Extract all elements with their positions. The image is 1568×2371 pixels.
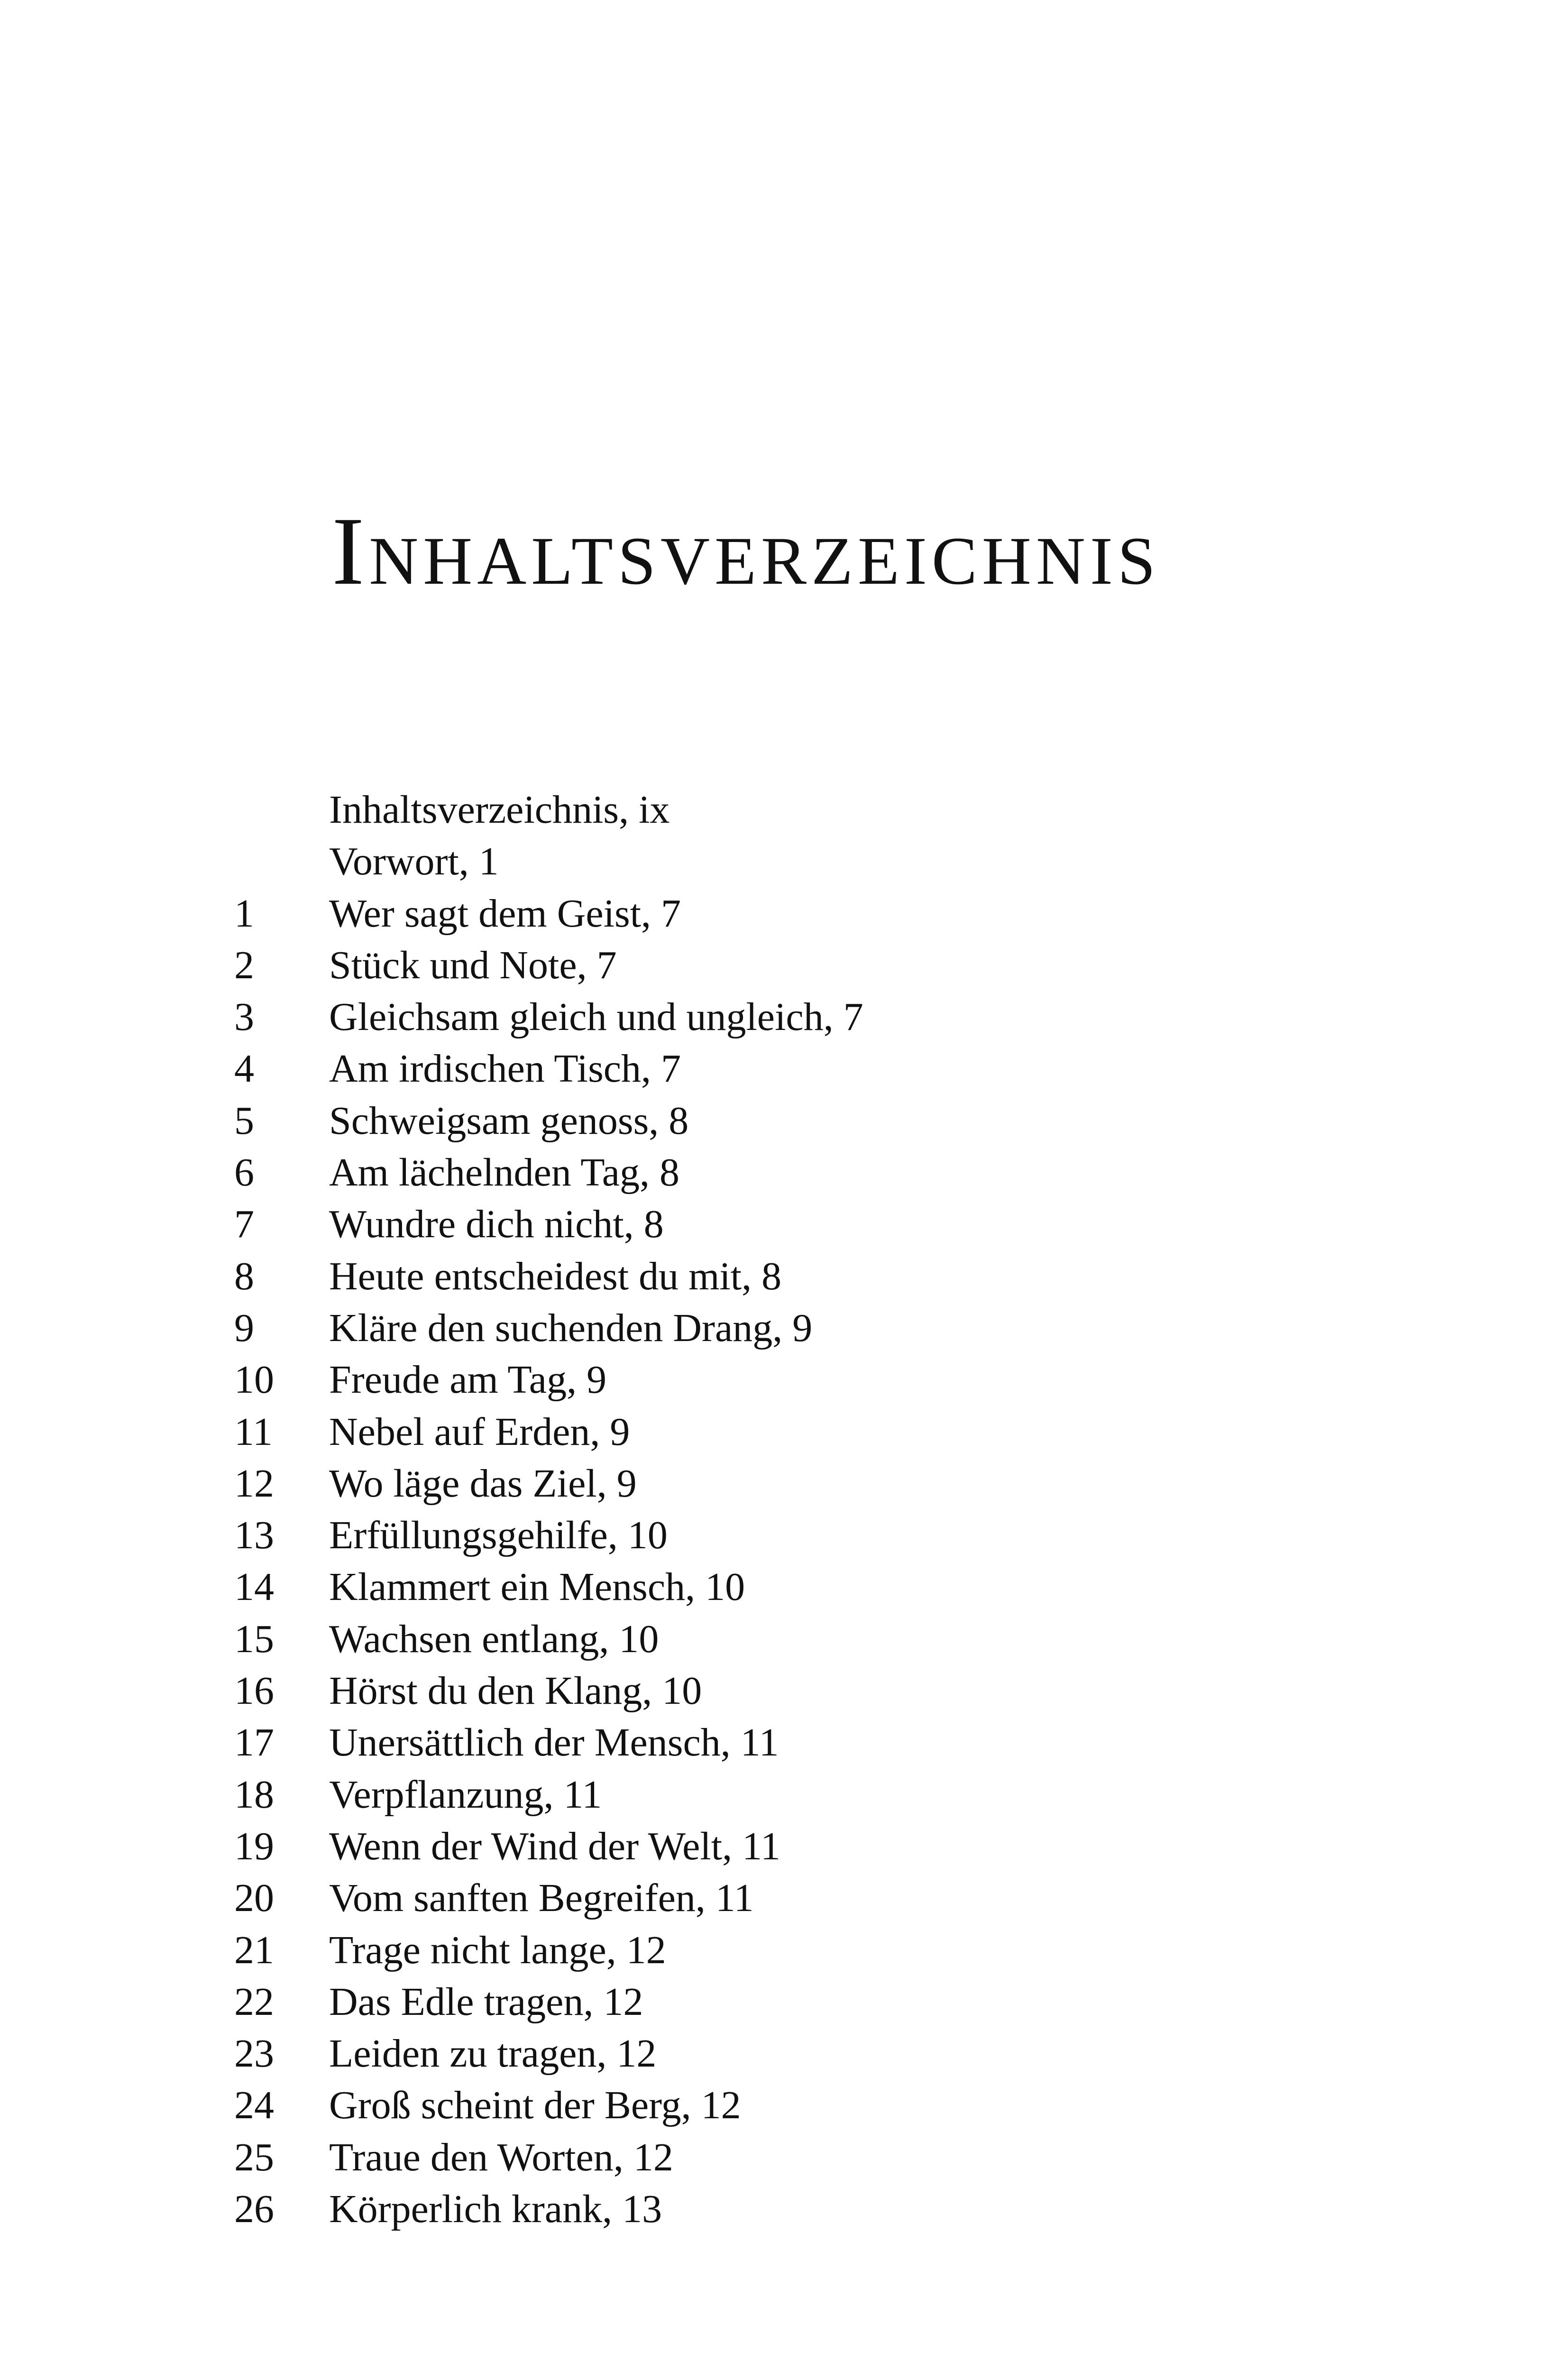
toc-entry [0,2079,1568,2131]
toc-entry [0,939,1568,991]
chapter-title: Traue den Worten, 12 [329,2135,673,2179]
chapter-number: 8 [234,1254,254,1298]
toc-entry [0,1095,1568,1147]
toc-entry [0,1924,1568,1976]
chapter-number: 20 [234,1876,274,1921]
chapter-title: Trage nicht lange, 12 [329,1928,666,1972]
chapter-number: 17 [234,1720,274,1765]
chapter-number: 11 [234,1409,273,1454]
toc-entry [0,1147,1568,1198]
chapter-number: 25 [234,2135,274,2179]
toc-entry [0,1820,1568,1872]
chapter-number: 21 [234,1928,274,1972]
chapter-title: Wo läge das Ziel, 9 [329,1461,637,1506]
chapter-title: Das Edle tragen, 12 [329,1979,643,2024]
table-of-contents [0,784,1568,2235]
chapter-title: Inhaltsverzeichnis, ix [329,788,670,832]
toc-entry [0,1509,1568,1561]
chapter-title: Wachsen entlang, 10 [329,1617,659,1661]
chapter-number: 3 [234,995,254,1039]
toc-entry [0,1769,1568,1820]
chapter-number: 1 [234,891,254,936]
chapter-title: Heute entscheidest du mit, 8 [329,1254,782,1298]
toc-entry [0,1976,1568,2028]
chapter-title: Unersättlich der Mensch, 11 [329,1720,779,1765]
chapter-title: Kläre den suchenden Drang, 9 [329,1305,813,1350]
toc-entry [0,991,1568,1043]
toc-entry [0,1665,1568,1717]
toc-entry [0,888,1568,939]
chapter-title: Stück und Note, 7 [329,943,617,987]
chapter-number: 6 [234,1150,254,1195]
toc-entry [0,1872,1568,1924]
toc-entry [0,1613,1568,1665]
toc-entry [0,1406,1568,1458]
chapter-number: 19 [234,1824,274,1868]
toc-entry [0,2132,1568,2183]
chapter-title: Gleichsam gleich und ungleich, 7 [329,995,863,1039]
toc-entry [0,1561,1568,1613]
toc-entry [0,1043,1568,1094]
chapter-number: 15 [234,1617,274,1661]
chapter-number: 13 [234,1513,274,1558]
chapter-number: 26 [234,2187,274,2232]
toc-entry [0,1302,1568,1354]
toc-entry [0,1458,1568,1509]
toc-entry [0,1717,1568,1768]
chapter-title: Leiden zu tragen, 12 [329,2031,657,2076]
chapter-title: Vom sanften Begreifen, 11 [329,1876,754,1921]
chapter-number: 9 [234,1305,254,1350]
chapter-number: 10 [234,1358,274,1402]
chapter-title: Erfüllungsgehilfe, 10 [329,1513,668,1558]
chapter-title: Am lächelnden Tag, 8 [329,1150,680,1195]
chapter-number: 22 [234,1979,274,2024]
chapter-title: Wundre dich nicht, 8 [329,1202,664,1247]
toc-entry [0,2183,1568,2235]
chapter-title: Schweigsam genoss, 8 [329,1098,689,1143]
chapter-title: Wer sagt dem Geist, 7 [329,891,681,936]
chapter-title: Wenn der Wind der Welt, 11 [329,1824,780,1868]
toc-entry [0,2028,1568,2079]
chapter-number: 5 [234,1098,254,1143]
toc-entry [0,836,1568,887]
toc-entry [0,1198,1568,1250]
chapter-title: Klammert ein Mensch, 10 [329,1565,745,1609]
chapter-number: 23 [234,2031,274,2076]
chapter-title: Vorwort, 1 [329,839,499,884]
chapter-number: 4 [234,1047,254,1091]
chapter-title: Groß scheint der Berg, 12 [329,2083,741,2128]
chapter-number: 18 [234,1772,274,1817]
chapter-number: 16 [234,1669,274,1713]
page-title: Inhaltsverzeichnis [332,497,1160,605]
chapter-title: Freude am Tag, 9 [329,1358,607,1402]
chapter-title: Am irdischen Tisch, 7 [329,1047,681,1091]
chapter-title: Hörst du den Klang, 10 [329,1669,702,1713]
toc-entry [0,784,1568,836]
toc-entry [0,1250,1568,1302]
chapter-title: Nebel auf Erden, 9 [329,1409,630,1454]
chapter-number: 24 [234,2083,274,2128]
toc-entry [0,1354,1568,1406]
chapter-number: 14 [234,1565,274,1609]
chapter-title: Verpflanzung, 11 [329,1772,602,1817]
chapter-number: 2 [234,943,254,987]
chapter-number: 7 [234,1202,254,1247]
chapter-title: Körperlich krank, 13 [329,2187,662,2232]
chapter-number: 12 [234,1461,274,1506]
